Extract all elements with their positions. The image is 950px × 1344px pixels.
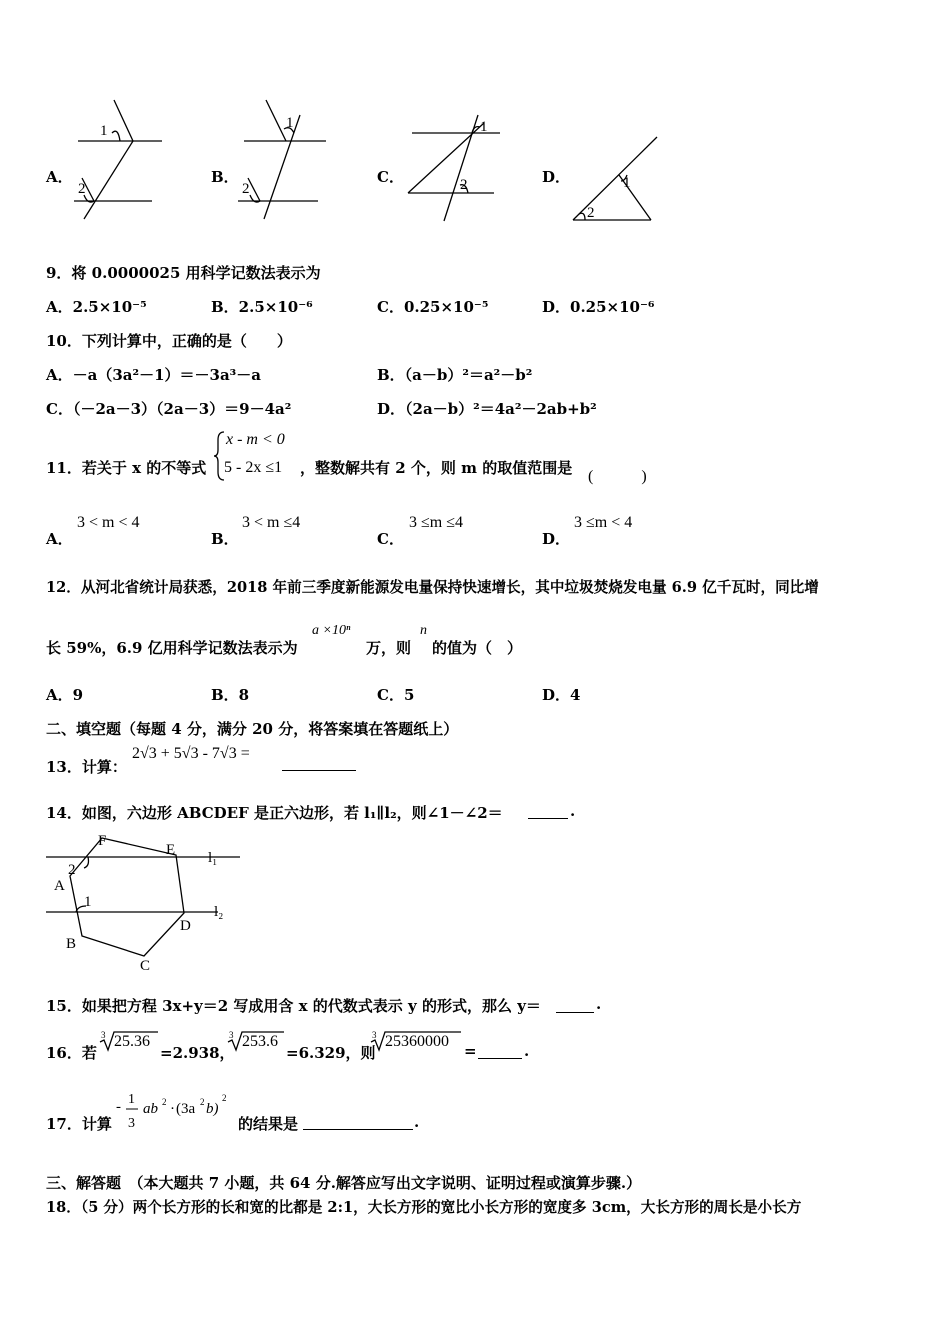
q14-answer-blank[interactable] [528, 816, 568, 819]
q8-figure-b [230, 95, 340, 225]
q16-pre: 16．若 [46, 1044, 97, 1062]
q14-stem: 14．如图，六边形 ABCDEF 是正六边形，若 l₁∥l₂，则∠1－∠2＝ [46, 804, 503, 822]
q8b-angle-2: 2 [242, 181, 250, 197]
q10-option-d[interactable]: D．（2a－b）²＝4a²－2ab+b² [377, 400, 597, 418]
q15-answer-blank[interactable] [556, 1010, 594, 1013]
q11-option-b[interactable]: 3 < m ≤4 [242, 514, 301, 531]
svg-text:-: - [116, 1099, 121, 1115]
hexagon-label-D: D [180, 918, 191, 934]
q18-stem: 18．（5 分）两个长方形的长和宽的比都是 2:1，大长方形的宽比小长方形的宽度多 3cm，大长方形的周长是小长方 [46, 1199, 802, 1216]
q12-line-1: 12．从河北省统计局获悉，2018 年前三季度新能源发电量保持快速增长，其中垃圾焚烧发电量 6.9 亿千瓦时，同比增 [46, 579, 819, 596]
q8-figure-a [60, 95, 170, 225]
q11-stem-post: ，整数解共有 2 个，则 m 的取值范围是 [300, 459, 573, 477]
q12-line-2-mid: 万，则 [366, 639, 412, 657]
q9-option-d[interactable]: D．0.25×10⁻⁶ [542, 298, 655, 316]
q17-pre: 17．计算 [46, 1115, 112, 1133]
hexagon-label-C: C [140, 958, 151, 974]
q16-radicand-3: 25360000 [385, 1033, 449, 1050]
q12-option-b[interactable]: B．8 [211, 686, 250, 704]
q8a-angle-1: 1 [100, 123, 108, 139]
q8a-angle-2: 2 [78, 181, 86, 197]
q13-expression: 2√3 + 5√3 - 7√3 = [132, 745, 250, 762]
svg-text:(3a: (3a [176, 1101, 196, 1117]
svg-text:3: 3 [372, 1030, 377, 1040]
svg-text:3: 3 [101, 1030, 106, 1040]
q17-end: . [414, 1113, 420, 1131]
q10-stem: 10．下列计算中，正确的是（ ） [46, 332, 292, 350]
q11-option-d[interactable]: 3 ≤m < 4 [574, 514, 633, 531]
q11-option-c-label[interactable]: C． [377, 530, 404, 548]
q11-paren: ( ) [588, 468, 647, 485]
q9-stem: 9．将 0.0000025 用科学记数法表示为 [46, 264, 321, 282]
q8d-angle-2: 2 [587, 205, 595, 221]
q14-end: . [570, 802, 576, 820]
q16-answer-blank[interactable] [478, 1056, 522, 1059]
q12-line-2-pre: 长 59%，6.9 亿用科学记数法表示为 [46, 639, 298, 657]
q8-option-c-label[interactable]: C． [377, 168, 404, 186]
q8-figure-c [400, 95, 510, 225]
q16-value-3: = [464, 1042, 477, 1060]
q16-radicand-2: 253.6 [242, 1033, 278, 1050]
q16-value-2: =6.329，则 [286, 1044, 376, 1062]
q12-option-d[interactable]: D．4 [542, 686, 581, 704]
q11-option-a[interactable]: 3 < m < 4 [77, 514, 140, 531]
q12-option-a[interactable]: A．9 [46, 686, 84, 704]
q9-option-a[interactable]: A．2.5×10⁻⁵ [46, 298, 147, 316]
q10-option-b[interactable]: B．（a－b）²＝a²－b² [377, 366, 533, 384]
q11-option-c[interactable]: 3 ≤m ≤4 [409, 514, 464, 531]
q11-inequality-2: 5 - 2x ≤1 [224, 459, 283, 476]
svg-text:3: 3 [229, 1030, 234, 1040]
q13-stem: 13．计算： [46, 758, 127, 776]
hexagon-label-F: F [98, 833, 107, 849]
q15-stem: 15．如果把方程 3x+y＝2 写成用含 x 的代数式表示 y 的形式，那么 y＝ [46, 997, 541, 1015]
q10-option-a[interactable]: A．－a（3a²－1）＝－3a³－a [46, 366, 261, 384]
q8d-angle-1: 1 [623, 175, 631, 191]
line-label-l2: l₂ [214, 904, 224, 920]
svg-text:b): b) [206, 1101, 219, 1117]
hexagon-label-E: E [166, 842, 176, 858]
q16-end: . [524, 1042, 530, 1060]
svg-text:3: 3 [128, 1116, 135, 1131]
q13-answer-blank[interactable] [282, 768, 356, 771]
q11-option-b-label[interactable]: B． [211, 530, 239, 548]
section-2-heading: 二、填空题（每题 4 分，满分 20 分，将答案填在答题纸上） [46, 720, 459, 738]
q17-post: 的结果是 [238, 1115, 299, 1133]
svg-text:2: 2 [200, 1097, 205, 1107]
line-label-l1: l₁ [208, 850, 218, 866]
hexagon-label-A: A [54, 878, 65, 894]
q14-angle-1: 1 [84, 894, 92, 910]
svg-text:·: · [170, 1101, 175, 1117]
q16-radicand-1: 25.36 [114, 1033, 150, 1050]
q14-angle-2: 2 [68, 862, 76, 878]
q8-option-d-label[interactable]: D． [542, 168, 571, 186]
q9-option-c[interactable]: C．0.25×10⁻⁵ [377, 298, 489, 316]
q16-value-1: =2.938， [160, 1044, 235, 1062]
section-3-heading: 三、解答题 （本大题共 7 小题，共 64 分.解答应写出文字说明、证明过程或演算步骤.） [46, 1174, 642, 1192]
q12-option-c[interactable]: C．5 [377, 686, 415, 704]
q17-answer-blank[interactable] [303, 1127, 413, 1130]
q11-stem-pre: 11．若关于 x 的不等式 [46, 459, 207, 477]
q8b-angle-1: 1 [286, 115, 294, 131]
q12-n: n [420, 623, 427, 638]
q8c-angle-1: 1 [480, 119, 488, 135]
q12-line-2-post: 的值为（ ） [432, 639, 523, 657]
q17-expression [112, 1085, 242, 1135]
hexagon-label-B: B [66, 936, 77, 952]
q11-option-a-label[interactable]: A． [46, 530, 73, 548]
q8c-angle-2: 2 [460, 177, 468, 193]
q12-expression: a ×10ⁿ [312, 623, 351, 638]
q11-inequality-1: x - m < 0 [226, 431, 285, 448]
svg-text:2: 2 [162, 1097, 167, 1107]
q8-option-b-label[interactable]: B． [211, 168, 239, 186]
q8-option-a-label[interactable]: A． [46, 168, 73, 186]
q9-option-b[interactable]: B．2.5×10⁻⁶ [211, 298, 313, 316]
svg-text:1: 1 [128, 1092, 135, 1107]
q11-option-d-label[interactable]: D． [542, 530, 571, 548]
q15-end: . [596, 995, 602, 1013]
q8-figure-d [565, 125, 675, 235]
svg-text:2: 2 [222, 1093, 227, 1103]
q10-option-c[interactable]: C．（－2a－3）（2a－3）＝9－4a² [46, 400, 292, 418]
svg-text:ab: ab [143, 1101, 158, 1117]
q14-hexagon-figure [40, 830, 240, 975]
